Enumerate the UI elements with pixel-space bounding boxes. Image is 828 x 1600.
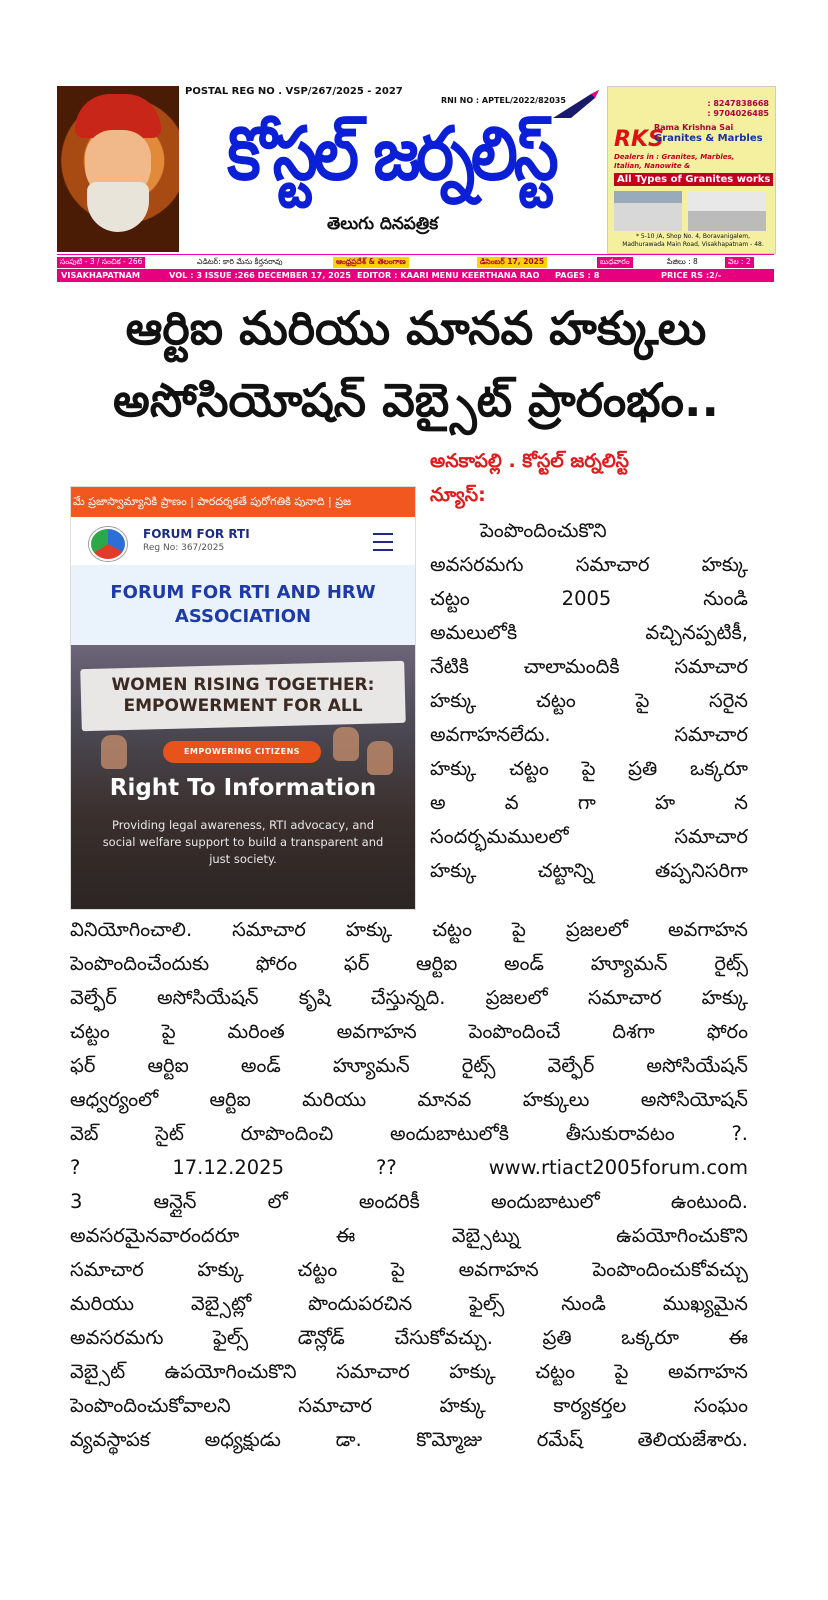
ad-company-name: Rama Krishna Sai — [654, 123, 734, 132]
hero-subtext: Providing legal awareness, RTI advocacy, and social welfare support to build a transparent and just society. — [102, 818, 384, 866]
article-line: చట్టం 2005 నుండి — [430, 587, 748, 610]
site-header — [71, 517, 415, 565]
article-line: ఫర్ ఆర్టిఐ అండ్ హ్యూమన్ రైట్స్ వెల్ఫేర్ అసోసియేషన్ — [70, 1054, 748, 1077]
deity-beard — [87, 182, 149, 232]
article-line: వెబ్సైట్ ఉపయోగించుకొని సమాచార హక్కు చట్టం పై అవగాహన — [70, 1360, 748, 1383]
pages: PAGES : 8 — [555, 270, 600, 280]
article-line: పెంపొందించేందుకు ఫోరం ఫర్ ఆర్టిఐ అండ్ హ్యూమన్ రైట్స్ — [70, 952, 748, 975]
editor: EDITOR : KAARI MENU KEERTHANA RAO — [357, 270, 540, 280]
headline — [60, 292, 772, 436]
article-line: నేటికి చాలామందికి సమాచార — [430, 655, 748, 678]
article-line: పెంపొందించుకొని — [480, 519, 607, 542]
ad-address: * 5-10 /A, Shop No. 4, Boravanigalem, Madhurawada Main Road, Visakhapatnam - 48. — [622, 233, 764, 248]
city: VISAKHAPATNAM — [61, 270, 141, 280]
deity-portrait — [57, 86, 179, 252]
protest-sign-text — [81, 675, 405, 717]
raised-hand — [367, 741, 393, 775]
hero-image — [71, 645, 415, 909]
ad-showroom-image — [688, 191, 766, 231]
byline-line-2: న్యూస్: — [430, 484, 486, 506]
article-line: ? 17.12.2025 ?? www.rtiact2005forum.com — [70, 1156, 748, 1179]
site-banner-title — [71, 565, 415, 645]
article-line: సమాచార హక్కు చట్టం పై అవగాహన పెంపొందించుకోవచ్చు — [70, 1258, 748, 1281]
website-screenshot — [70, 486, 416, 910]
article-line: మరియు వెబ్సైట్లో పొందుపరచిన ఫైల్స్ నుండి ముఖ్యమైన — [70, 1292, 748, 1315]
english-info-strip — [57, 269, 774, 282]
byline — [430, 444, 750, 512]
day-telugu: బుధవారం — [597, 257, 633, 268]
article-line: హక్కు చట్టం పై ప్రతి ఒక్కరూ — [430, 757, 748, 780]
article-line: వెల్ఫేర్ అసోసియేషన్ కృషి చేస్తున్నది. ప్రజలలో సమాచార హక్కు — [70, 986, 748, 1009]
volume-issue-telugu: సంపుటి - 3 / సంచిక - 266 — [57, 257, 145, 268]
raised-hand — [101, 735, 127, 769]
ad-types: All Types of Granites works — [614, 173, 773, 186]
article-line: 3 ఆన్లైన్ లో అందరికీ అందుబాటులో ఉంటుంది. — [70, 1190, 748, 1213]
volume-issue: VOL : 3 ISSUE :266 DECEMBER 17, 2025 — [169, 270, 351, 280]
price: PRICE RS :2/- — [661, 270, 722, 280]
article-line: ఆధ్వర్యంలో ఆర్టిఐ మరియు మానవ హక్కులు అసోసియోషన్ — [70, 1088, 748, 1111]
empowering-citizens-badge: EMPOWERING CITIZENS — [163, 741, 321, 763]
states-label: ఆంధ్రప్రదేశ్ & తెలంగాణ — [333, 257, 409, 268]
banner-title-line-1: FORUM FOR RTI AND HRW — [110, 582, 376, 603]
telugu-info-strip — [57, 254, 774, 270]
article-line: వినియోగించాలి. సమాచార హక్కు చట్టం పై ప్రజలలో అవగాహన — [70, 918, 748, 941]
ad-shop-image — [614, 191, 682, 231]
ad-logo: RKS — [614, 127, 664, 152]
sign-line-1: WOMEN RISING TOGETHER: — [111, 675, 375, 695]
pages-telugu: పేజిలు : 8 — [667, 257, 698, 266]
ad-phone-2: : 9704026485 — [707, 109, 769, 118]
headline-line-2: అసోసియోషన్ వెబ్సైట్ ప్రారంభం.. — [113, 373, 719, 427]
forum-logo-icon — [89, 527, 127, 561]
article-line: అవసరమగు ఫైల్స్ డౌన్లోడ్ చేసుకోవచ్చు. ప్రతి ఒక్కరూ ఈ — [70, 1326, 748, 1349]
hero-heading: Right To Information — [109, 775, 377, 801]
ad-phone-1: : 8247838668 — [707, 99, 769, 108]
sign-line-2: EMPOWERMENT FOR ALL — [123, 696, 363, 716]
article-line: అ వ గా హ న — [430, 791, 748, 814]
site-org-name: FORUM FOR RTI — [143, 527, 250, 541]
advertisement — [607, 86, 776, 254]
article-line: వెబ్ సైట్ రూపొందించి అందుబాటులోకి తీసుకురావటం ?. — [70, 1122, 748, 1145]
price-telugu: వెల : 2 — [725, 257, 754, 268]
byline-line-1: అనకాపల్లి . కోస్టల్ జర్నలిస్ట్ — [430, 450, 630, 472]
rni-number: RNI NO : APTEL/2022/82035 — [441, 96, 566, 105]
ad-company-title: Granites & Marbles — [654, 133, 763, 144]
article-line: అవసరమైనవారందరూ ఈ వెబ్సైట్ను ఉపయోగించుకొని — [70, 1224, 748, 1247]
date-telugu: డిసెంబర్ 17, 2025 — [477, 257, 547, 268]
article-line: సందర్భమములలో సమాచార — [430, 825, 748, 848]
article-line: చట్టం పై మరింత అవగాహన పెంపొందించే దిశగా ఫోరం — [70, 1020, 748, 1043]
article-narrow-column — [430, 514, 748, 888]
newspaper-name: కోస్టల్ జర్నలిస్ట్ — [227, 112, 555, 198]
article-line: వ్యవస్థాపక అధ్యక్షుడు డా. కొమ్మోజు రమేష్ తెలియజేశారు. — [70, 1428, 748, 1451]
hamburger-menu-icon — [373, 533, 393, 551]
article-line: అమలులోకి వచ్చినప్పటికీ, — [430, 621, 748, 644]
tagline: తెలుగు దినపత్రిక — [327, 214, 439, 234]
article-line: పెంపొందించుకోవాలని సమాచార హక్కు కార్యకర్తల సంఘం — [70, 1394, 748, 1417]
banner-title-line-2: ASSOCIATION — [174, 606, 312, 627]
article-line: హక్కు చట్టాన్ని తప్పనిసరిగా — [430, 859, 748, 882]
masthead — [57, 86, 774, 254]
article-line: అవసరమగు సమాచార హక్కు — [430, 553, 748, 576]
article-line: అవగాహనలేదు. సమాచార — [430, 723, 748, 746]
article-wide-column — [70, 913, 748, 1457]
news-ticker: మే ప్రజాస్వామ్యానికి ప్రాణం | పారదర్శకతే పురోగతికి పునాది | ప్రజ — [71, 487, 416, 517]
headline-line-1: ఆర్టిఐ మరియు మానవ హక్కులు — [125, 301, 707, 355]
editor-telugu: ఎడిటర్: కారి మేను కీర్తనరావు — [197, 257, 283, 266]
site-reg-number: Reg No: 367/2025 — [143, 543, 225, 553]
raised-hand — [333, 727, 359, 761]
article-line: హక్కు చట్టం పై సరైన — [430, 689, 748, 712]
postal-reg: POSTAL REG NO . VSP/267/2025 - 2027 — [185, 86, 403, 97]
ad-dealers: Dealers in : Granites, Marbles, Italian, Nanowite & — [614, 153, 735, 170]
